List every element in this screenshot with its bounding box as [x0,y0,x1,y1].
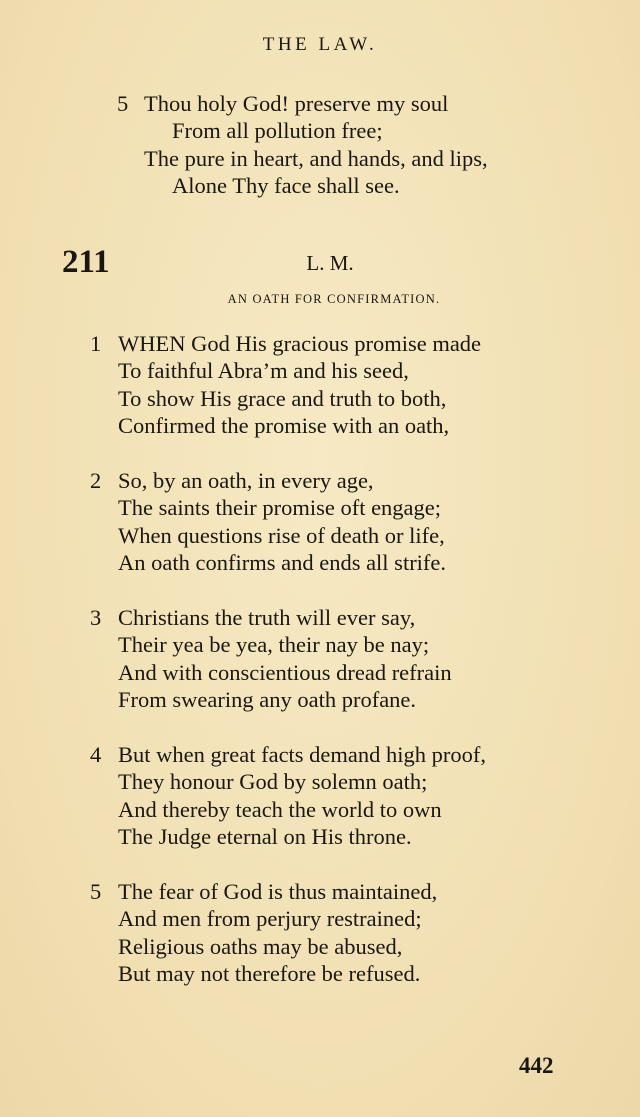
verse-line: To faithful Abra’m and his seed, [118,358,409,384]
verse-line: Thou holy God! preserve my soul [144,91,449,116]
verse-line: And thereby teach the world to own [118,796,442,822]
stanza-number: 1 [90,331,102,356]
verse-line: From all pollution free; [172,118,383,144]
hymn-meter: L. M. [306,251,354,275]
verse-line: The saints their promise oft engage; [118,495,442,521]
hymn-title: AN OATH FOR CONFIRMATION. [227,292,441,306]
verse-line: The fear of God is thus maintained, [118,879,438,904]
verse-line: And with conscientious dread refrain [118,659,452,685]
running-head: THE LAW. [262,34,378,55]
hymn-number: 211 [62,244,110,280]
verse-line: But may not therefore be refused. [118,961,421,987]
verse-line: WHEN God His gracious promise made [118,331,482,356]
verse-line: Christians the truth will ever say, [118,605,416,630]
verse-line: To show His grace and truth to both, [118,385,447,411]
verse-line: And men from perjury restrained; [118,906,422,932]
verse-line: The pure in heart, and hands, and lips, [144,145,488,171]
verse-line: From swearing any oath profane. [118,687,417,713]
verse-line: Religious oaths may be abused, [118,933,403,959]
page-number: 442 [519,1053,554,1078]
stanza-number: 3 [90,605,102,630]
verse-line: But when great facts demand high proof, [118,742,487,767]
verse-line: Their yea be yea, their nay be nay; [118,632,430,658]
stanza-number: 5 [117,91,129,116]
verse-line: So, by an oath, in every age, [118,468,374,493]
verse-line: Confirmed the promise with an oath, [118,413,450,439]
verse-line: The Judge eternal on His throne. [118,824,412,850]
verse-line: When questions rise of death or life, [118,522,445,548]
stanza-number: 4 [90,742,102,767]
verse-line: An oath confirms and ends all strife. [118,550,447,576]
verse-line: Alone Thy face shall see. [172,173,400,199]
stanza-number: 5 [90,879,102,904]
stanza-number: 2 [90,468,102,493]
verse-line: They honour God by solemn oath; [118,769,428,795]
